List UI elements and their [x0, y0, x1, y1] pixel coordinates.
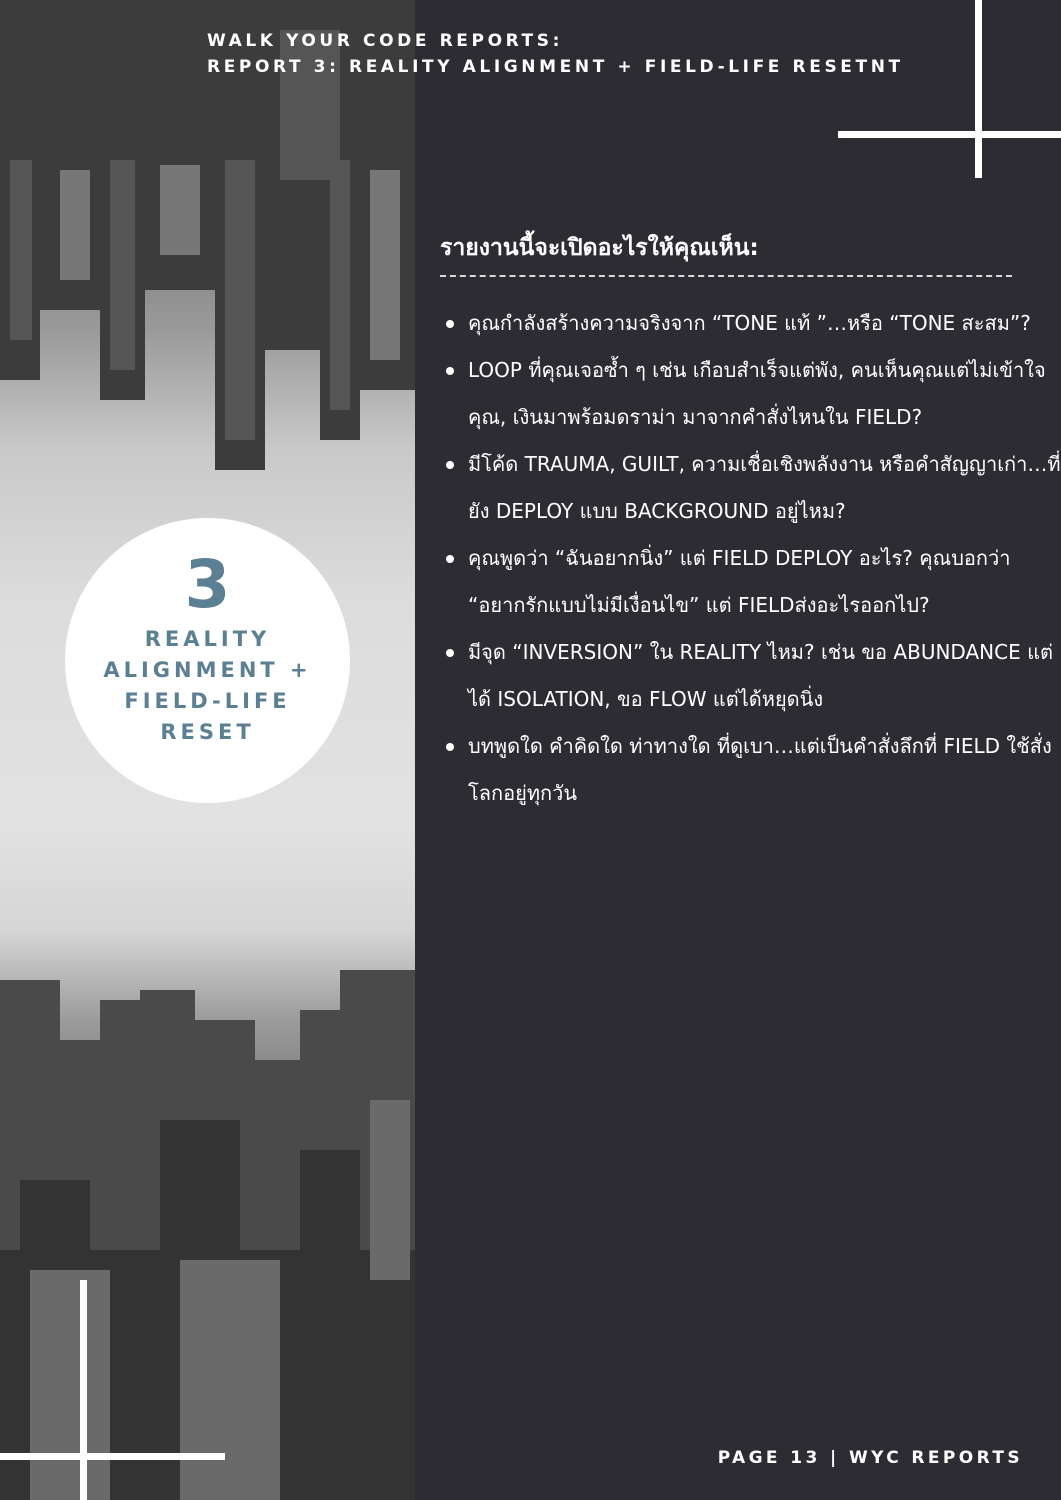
list-item: มีจุด “INVERSION” ใน REALITY ไหม? เช่น ขอ ABUNDANCE แต่ได้ ISOLATION, ขอ FLOW แต่ได้หยุดนิ่ง	[468, 629, 1061, 723]
bullet-list	[440, 300, 1061, 817]
list-item: มีโค้ด TRAUMA, GUILT, ความเชื่อเชิงพลังงาน หรือคำสัญญาเก่า…ที่ยัง DEPLOY แบบ BACKGROUND อยู่ไหม?	[468, 441, 1061, 535]
header-report-title: REPORT 3: REALITY ALIGNMENT + FIELD-LIFE RESETNT	[207, 57, 904, 77]
badge-title-line: REALITY	[144, 627, 271, 651]
list-item: LOOP ที่คุณเจอซ้ำ ๆ เช่น เกือบสำเร็จแต่พัง, คนเห็นคุณแต่ไม่เข้าใจคุณ, เงินมาพร้อมดราม่า มาจากคำสั่งไหนใน FIELD?	[468, 347, 1061, 441]
badge-title-line: ALIGNMENT +	[103, 658, 312, 682]
list-item: คุณพูดว่า “ฉันอยากนิ่ง” แต่ FIELD DEPLOY อะไร? คุณบอกว่า “อยากรักแบบไม่มีเงื่อนไข” แต่ FIELDส่งอะไรออกไป?	[468, 535, 1061, 629]
page-footer: PAGE 13 | WYC REPORTS	[717, 1448, 1023, 1468]
header-series-title: WALK YOUR CODE REPORTS:	[207, 31, 563, 51]
list-item: คุณกำลังสร้างความจริงจาก “TONE แท้ ”…หรือ “TONE สะสม”?	[468, 300, 1061, 347]
report-number: 3	[184, 546, 231, 623]
badge-title-line: FIELD-LIFE	[124, 689, 291, 713]
top-right-cross-horizontal	[838, 131, 1061, 138]
badge-title-line: RESET	[160, 720, 255, 744]
report-number-badge	[65, 518, 350, 803]
dashed-divider	[440, 275, 1012, 277]
bottom-left-cross-vertical	[80, 1280, 87, 1500]
bottom-left-cross-horizontal	[0, 1453, 225, 1460]
top-right-cross-vertical	[975, 0, 982, 178]
report-header	[207, 28, 904, 80]
list-item: บทพูดใด คำคิดใด ท่าทางใด ที่ดูเบา…แต่เป็นคำสั่งลึกที่ FIELD ใช้สั่งโลกอยู่ทุกวัน	[468, 723, 1061, 817]
section-heading: รายงานนี้จะเปิดอะไรให้คุณเห็น:	[440, 235, 759, 261]
